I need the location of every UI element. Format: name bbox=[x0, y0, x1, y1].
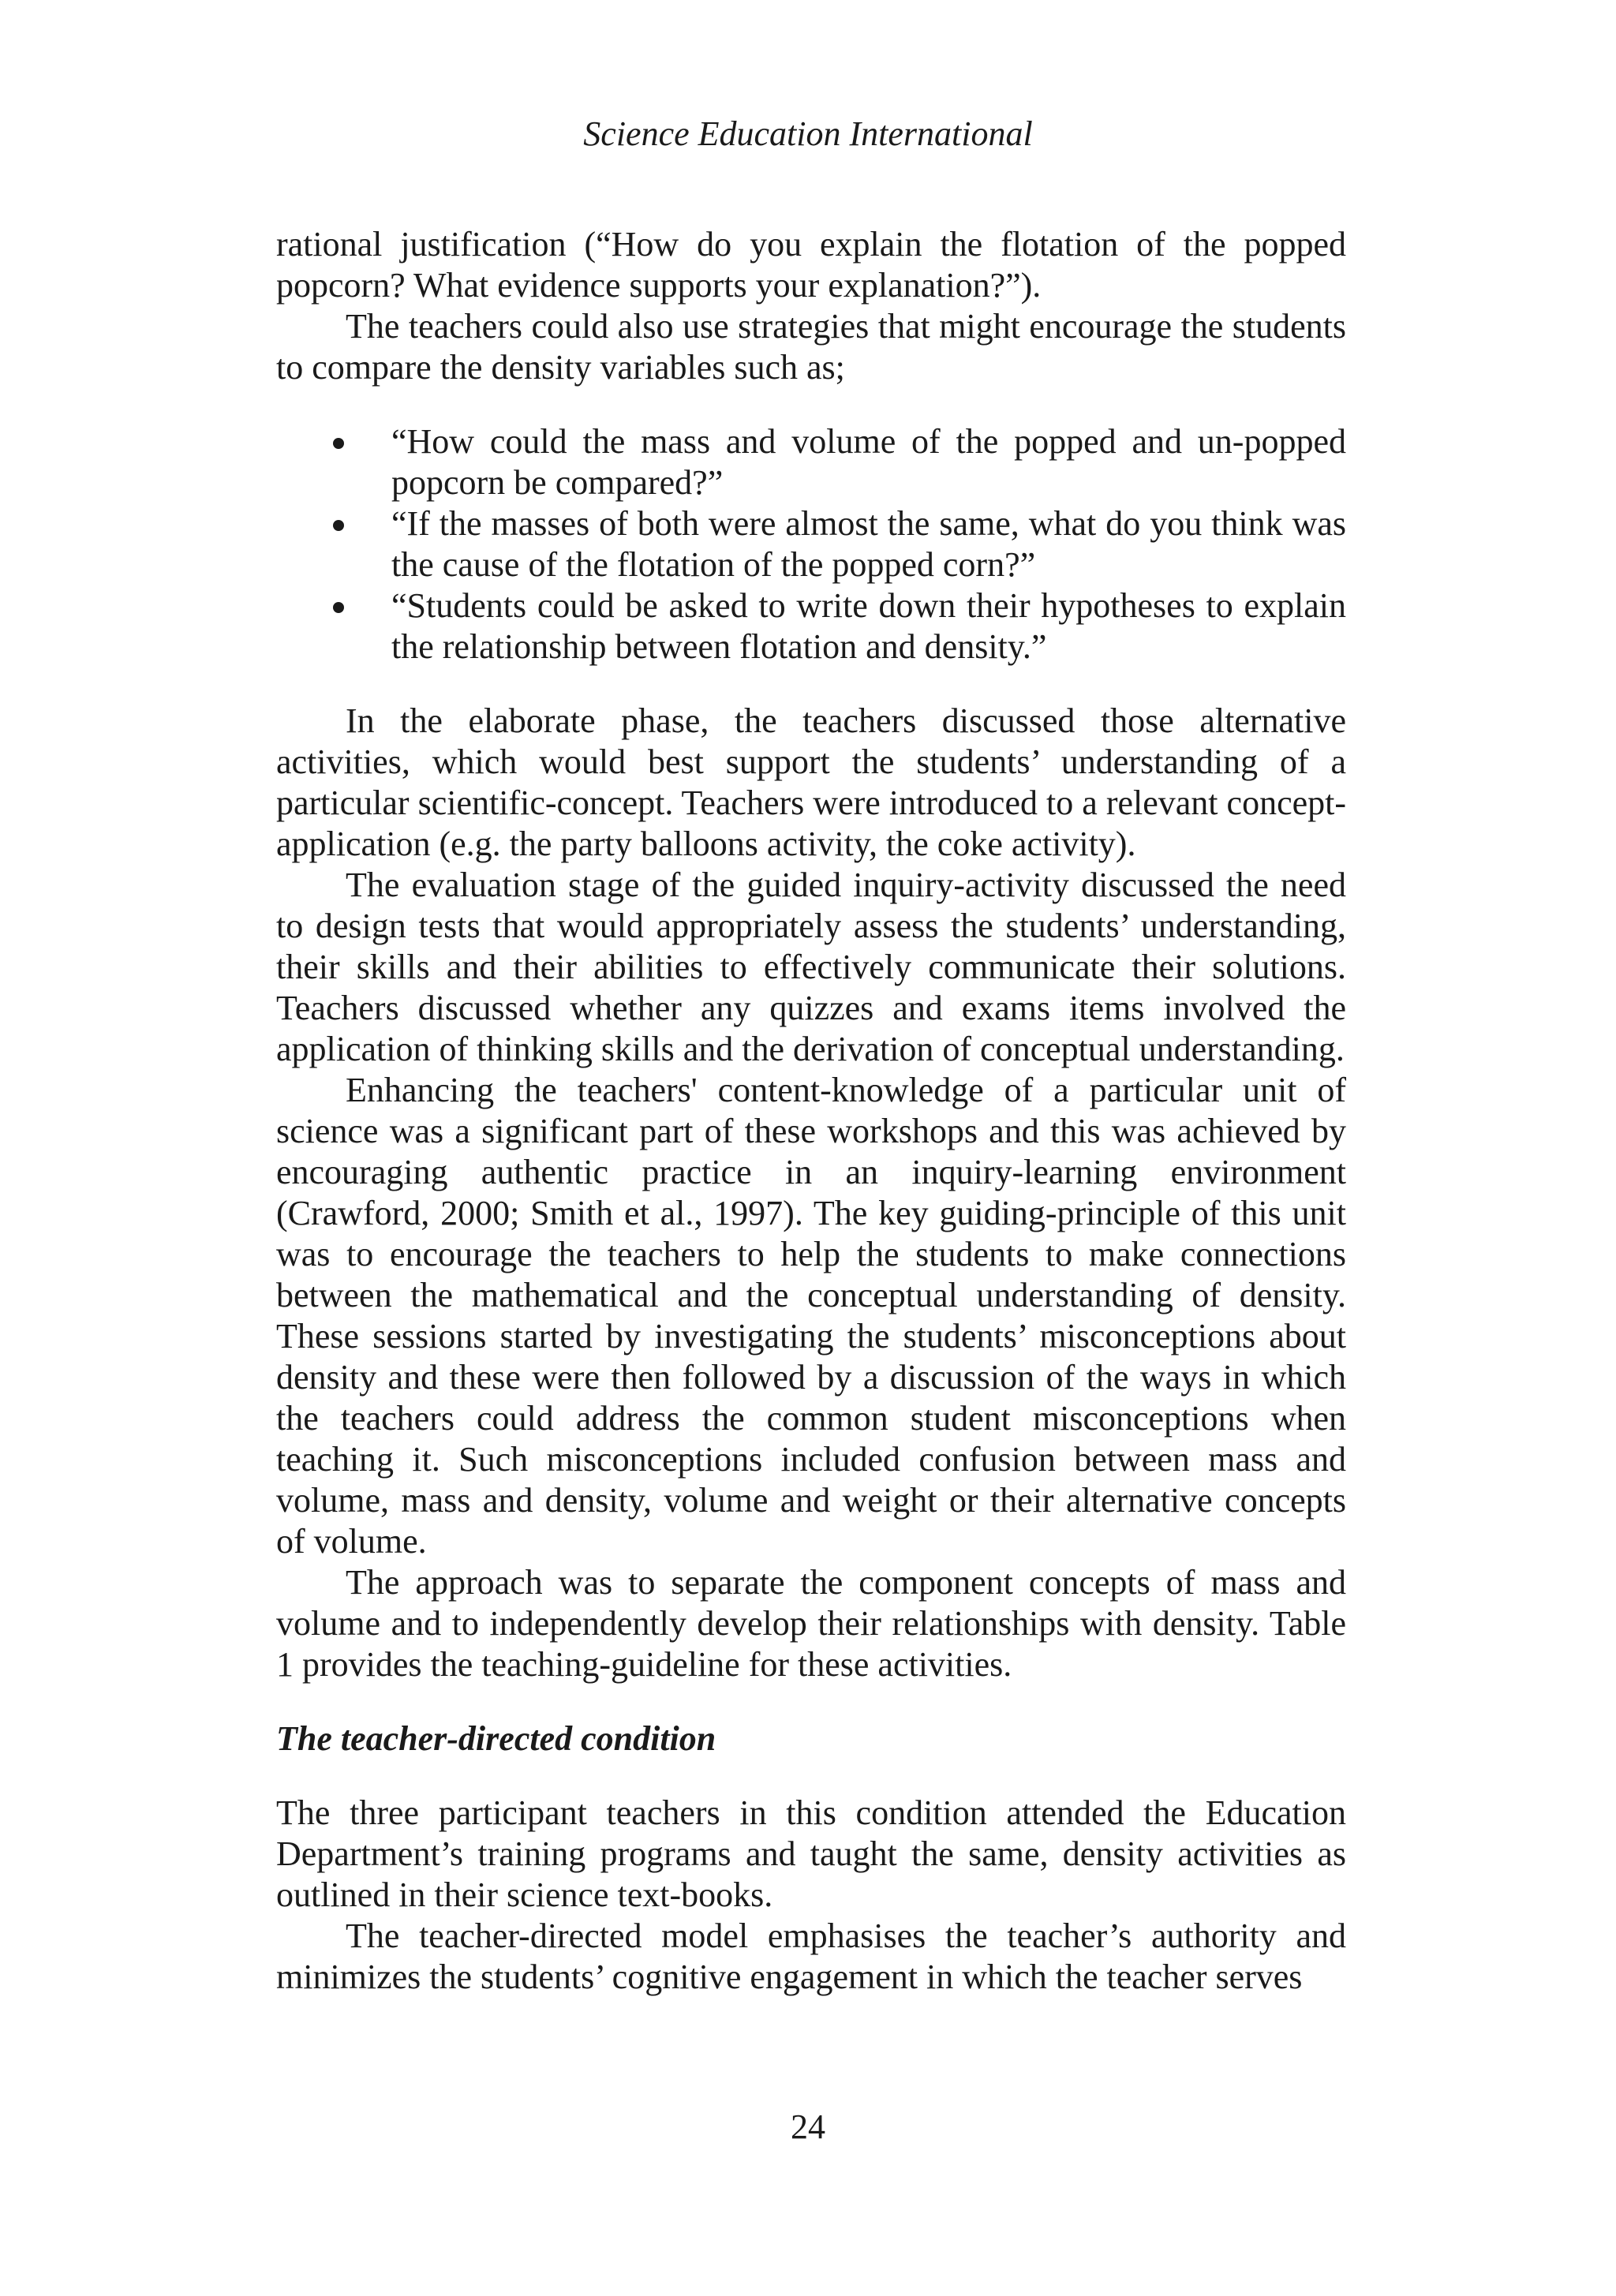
paragraph-participant-teachers: The three participant teachers in this condition attended the Education Department’s training programs and taught the same, density activities as outlined in their science text-books. bbox=[276, 1793, 1346, 1914]
bullet-icon bbox=[276, 503, 391, 544]
body-text bbox=[276, 224, 1346, 1998]
paragraph-elaborate-phase: In the elaborate phase, the teachers discussed those alternative activities, which would best support the students’ understanding of a particular scientific-concept. Teachers were introduced to a relevant concept-application (e.g. the party balloons activity, the coke activity). bbox=[276, 701, 1346, 863]
paragraph-compare-strategies: The teachers could also use strategies that might encourage the students to compare the density variables such as; bbox=[276, 307, 1346, 387]
list-item-text: “If the masses of both were almost the same, what do you think was the cause of the flotation of the popped corn?” bbox=[391, 504, 1346, 584]
list-item-text: “How could the mass and volume of the popped and un-popped popcorn be compared?” bbox=[391, 422, 1346, 502]
list-item bbox=[276, 421, 1346, 503]
bullet-icon bbox=[276, 585, 391, 626]
list-item-text: “Students could be asked to write down their hypotheses to explain the relationship between flotation and density.” bbox=[391, 586, 1346, 666]
paragraph-evaluation-stage: The evaluation stage of the guided inquiry-activity discussed the need to design tests that would appropriately assess the students’ understanding, their skills and their abilities to effectively communicate their solutions. Teachers discussed whether any quizzes and exams items involved the application of thinking skills and the derivation of conceptual understanding. bbox=[276, 866, 1346, 1068]
journal-running-header: Science Education International bbox=[583, 114, 1033, 153]
list-item bbox=[276, 585, 1346, 667]
paragraph-content-knowledge: Enhancing the teachers' content-knowledge of a particular unit of science was a significant part of these workshops and this was achieved by encouraging authentic practice in an inquiry-learning environment (Crawford, 2000; Smith et al., 1997). The key guiding-principle of this unit was to encourage the teachers to help the students to make connections between the mathematical and the conceptual understanding of density. These sessions started by investigating the students’ misconceptions about density and these were then followed by a discussion of the ways in which the teachers could address the common student misconceptions when teaching it. Such misconceptions included confusion between mass and volume, mass and density, volume and weight or their alternative concepts of volume. bbox=[276, 1071, 1346, 1561]
list-item bbox=[276, 503, 1346, 585]
page-number: 24 bbox=[791, 2107, 825, 2146]
paragraph-rational-justification: rational justification (“How do you explain the flotation of the popped popcorn? What evidence supports your explanation?”). bbox=[276, 225, 1346, 305]
paragraph-teacher-directed-model: The teacher-directed model emphasises the teacher’s authority and minimizes the students’ cognitive engagement in which the teacher serves bbox=[276, 1916, 1346, 1996]
bullet-icon bbox=[276, 421, 391, 462]
guiding-questions-list bbox=[276, 421, 1346, 667]
paragraph-approach: The approach was to separate the component concepts of mass and volume and to independently develop their relationships with density. Table 1 provides the teaching-guideline for these activities. bbox=[276, 1563, 1346, 1684]
section-heading-teacher-directed: The teacher-directed condition bbox=[276, 1719, 716, 1758]
